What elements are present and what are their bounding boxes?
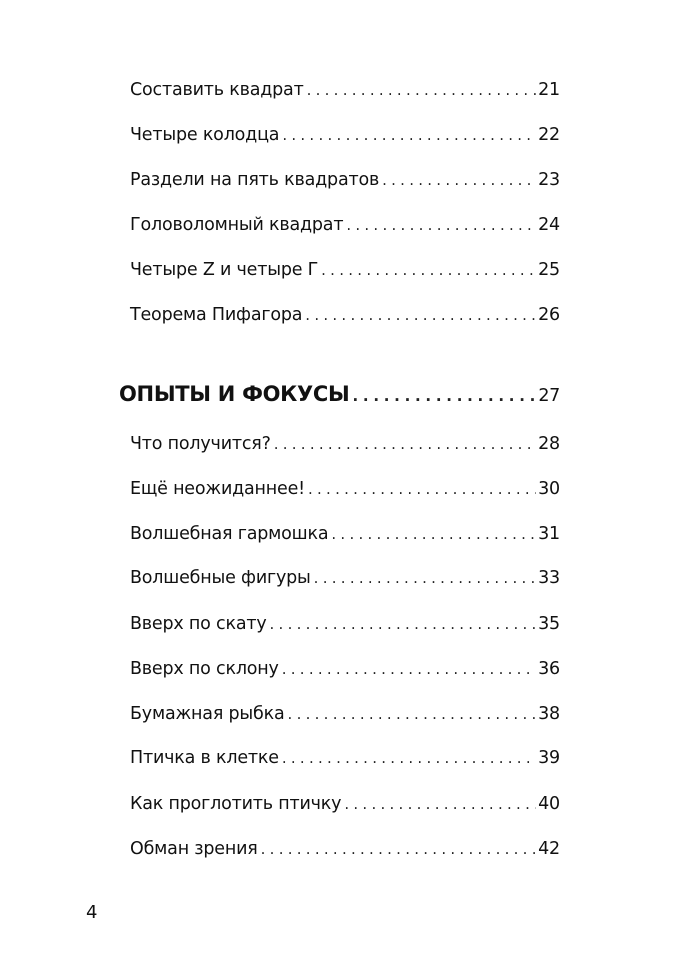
dot-leader <box>305 306 536 324</box>
dot-leader <box>307 81 537 99</box>
dot-leader <box>321 261 536 279</box>
toc-entry <box>130 794 560 824</box>
toc-entry-page: 35 <box>538 614 560 634</box>
toc-entry-page: 40 <box>538 794 560 814</box>
toc-entry-title: Волшебные фигуры <box>130 568 311 588</box>
dot-leader <box>274 435 536 453</box>
toc-section-heading <box>119 382 560 412</box>
dot-leader <box>344 795 536 813</box>
section-page: 27 <box>538 386 560 406</box>
dot-leader <box>282 126 536 144</box>
toc-entry-title: Что получится? <box>130 434 271 454</box>
toc-entry-page: 26 <box>538 305 560 325</box>
toc-entry-title: Ещё неожиданнее! <box>130 479 305 499</box>
toc-entry-page: 23 <box>538 170 560 190</box>
toc-entry <box>130 568 560 598</box>
toc-entry-title: Вверх по склону <box>130 659 279 679</box>
dot-leader <box>331 525 536 543</box>
dot-leader <box>308 480 536 498</box>
toc-entry-title: Раздели на пять квадратов <box>130 170 380 190</box>
dot-leader <box>346 216 536 234</box>
dot-leader <box>288 705 537 723</box>
toc-entry-page: 24 <box>538 215 560 235</box>
toc-entry-title: Четыре Z и четыре Г <box>130 260 319 280</box>
toc-entry <box>130 434 560 464</box>
toc-entry-page: 30 <box>538 479 560 499</box>
toc-entry-page: 39 <box>538 748 560 768</box>
toc-entry-title: Птичка в клетке <box>130 748 279 768</box>
toc-entry-page: 42 <box>538 839 560 859</box>
toc-entry-title: Волшебная гармошка <box>130 524 329 544</box>
toc-entry <box>130 524 560 554</box>
toc-entry-page: 28 <box>538 434 560 454</box>
toc-entry-title: Теорема Пифагора <box>130 305 303 325</box>
toc-entry-page: 22 <box>538 125 560 145</box>
toc-entry <box>130 260 560 290</box>
toc-entry-title: Как проглотить птичку <box>130 794 342 814</box>
toc-entry-title: Головоломный квадрат <box>130 215 344 235</box>
toc-entry-title: Составить квадрат <box>130 80 304 100</box>
toc-entry <box>130 80 560 110</box>
toc-entry <box>130 839 560 869</box>
toc-entry-page: 31 <box>538 524 560 544</box>
dot-leader <box>314 569 536 587</box>
toc-entry <box>130 215 560 245</box>
dot-leader <box>282 749 536 767</box>
section-title: ОПЫТЫ И ФОКУСЫ <box>119 382 350 406</box>
dot-leader <box>270 615 537 633</box>
dot-leader <box>352 387 536 405</box>
toc-entry <box>130 659 560 689</box>
toc-entry-page: 38 <box>538 704 560 724</box>
dot-leader <box>261 840 537 858</box>
toc-entry-page: 25 <box>538 260 560 280</box>
dot-leader <box>382 171 536 189</box>
toc-entry <box>130 614 560 644</box>
toc-entry <box>130 125 560 155</box>
toc-entry <box>130 704 560 734</box>
toc-entry-title: Бумажная рыбка <box>130 704 285 724</box>
toc-entry-page: 33 <box>538 568 560 588</box>
toc-entry <box>130 479 560 509</box>
dot-leader <box>282 660 536 678</box>
toc-entry-title: Четыре колодца <box>130 125 280 145</box>
toc-entry-title: Вверх по скату <box>130 614 267 634</box>
toc-entry <box>130 170 560 200</box>
page-number: 4 <box>86 902 98 923</box>
toc-entry-page: 36 <box>538 659 560 679</box>
toc-entry <box>130 748 560 778</box>
toc-entry-title: Обман зрения <box>130 839 258 859</box>
toc-entry <box>130 305 560 335</box>
toc-entry-page: 21 <box>538 80 560 100</box>
